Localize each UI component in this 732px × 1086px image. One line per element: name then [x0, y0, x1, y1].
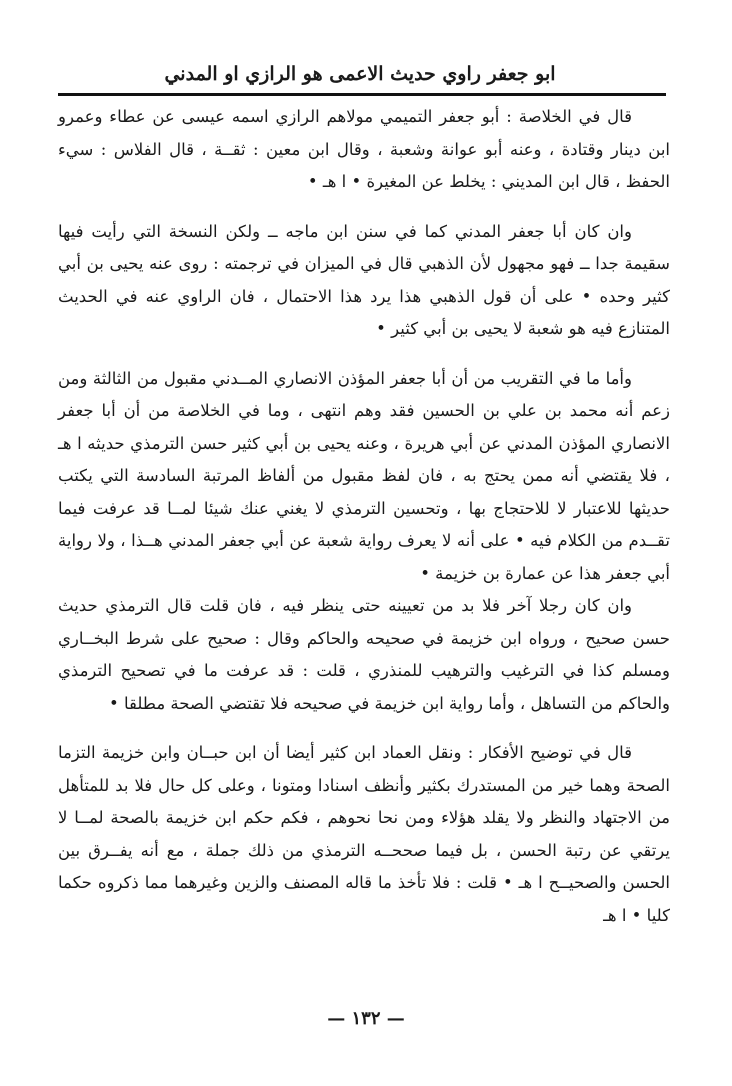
paragraph: وان كان أبا جعفر المدني كما في سنن ابن ماجه ــ ولكن النسخة التي رأيت فيها سقيمة جدا ــ فهو مجهول لأن الذهبي قال في الميزان في ترجمته : روى عنه يحيى بن أبي كثير وحده • على أن قول الذهبي هذا يرد هذا الاحتمال ، فان الراوي عنه في الحديث المتنازع فيه هو شعبة لا يحيى بن أبي كثير • — [58, 221, 670, 338]
paragraph: قال في توضيح الأفكار : ونقل العماد ابن كثير أيضا أن ابن حبــان وابن خزيمة التزما الصحة وهما خير من المستدرك بكثير وأنظف اسنادا ومتونا ، وعلى كل حال فلا بد للمتأهل من الاجتهاد والنظر ولا يقلد هؤلاء ومن نحا نحوهم ، فكم حكم ابن خزيمة بالصحة لمــا لا يرتقي عن رتبة الحسن ، بل فيما صححــه الترمذي من ذلك جملة ، مع أنه يفــرق بين الحسن والصحيــح ا هـ • قلت : فلا تأخذ ما قاله المصنف والزين وغيرهما مما ذكروه حكما كليا • ا هـ — [58, 743, 670, 925]
page-number: — ١٣٢ — — [327, 1008, 405, 1029]
header-divider — [58, 93, 666, 96]
paragraph: قال في الخلاصة : أبو جعفر التميمي مولاهم الرازي اسمه عيسى عن عطاء وعمرو ابن دينار وقتادة ، وعنه أبو عوانة وشعبة ، وقال ابن معين : ثقــة ، قال الفلاس : سيء الحفظ ، قال ابن المديني : يخلط عن المغيرة • ا هـ • — [58, 107, 670, 191]
running-header-title: ابو جعفر راوي حديث الاعمى هو الرازي او المدني — [164, 63, 556, 85]
paragraph: وان كان رجلا آخر فلا بد من تعيينه حتى ينظر فيه ، فان قلت قال الترمذي حديث حسن صحيح ، ورواه ابن خزيمة في صحيحه والحاكم وقال : صحيح على شرط البخــاري ومسلم كذا في الترغيب والترهيب للمنذري ، قلت : قد عرفت ما في تصحيح الترمذي والحاكم من التساهل ، وأما رواية ابن خزيمة في صحيحه فلا تقتضي الصحة مطلقا • — [58, 596, 670, 713]
paragraph: وأما ما في التقريب من أن أبا جعفر المؤذن الانصاري المــدني مقبول من الثالثة ومن زعم أنه محمد بن علي بن الحسين فقد وهم انتهى ، وما في الخلاصة من أن أبا جعفر الانصاري المؤذن المدني عن أبي هريرة ، وعنه يحيى بن أبي كثير حسن الترمذي حديثه ا هـ ، فلا يقتضي أنه ممن يحتج به ، فان لفظ مقبول من ألفاظ المرتبة السادسة التي يكتب حديثها للاعتبار لا للاحتجاج بها ، وتحسين الترمذي لا يغني عنك شيئا لمــا قد عرفت فيما تقــدم من الكلام فيه • على أنه لا يعرف رواية شعبة عن أبي جعفر المدني هــذا ، ولا رواية أبي جعفر هذا عن عمارة بن خزيمة • — [58, 368, 670, 583]
body-text — [58, 101, 670, 932]
